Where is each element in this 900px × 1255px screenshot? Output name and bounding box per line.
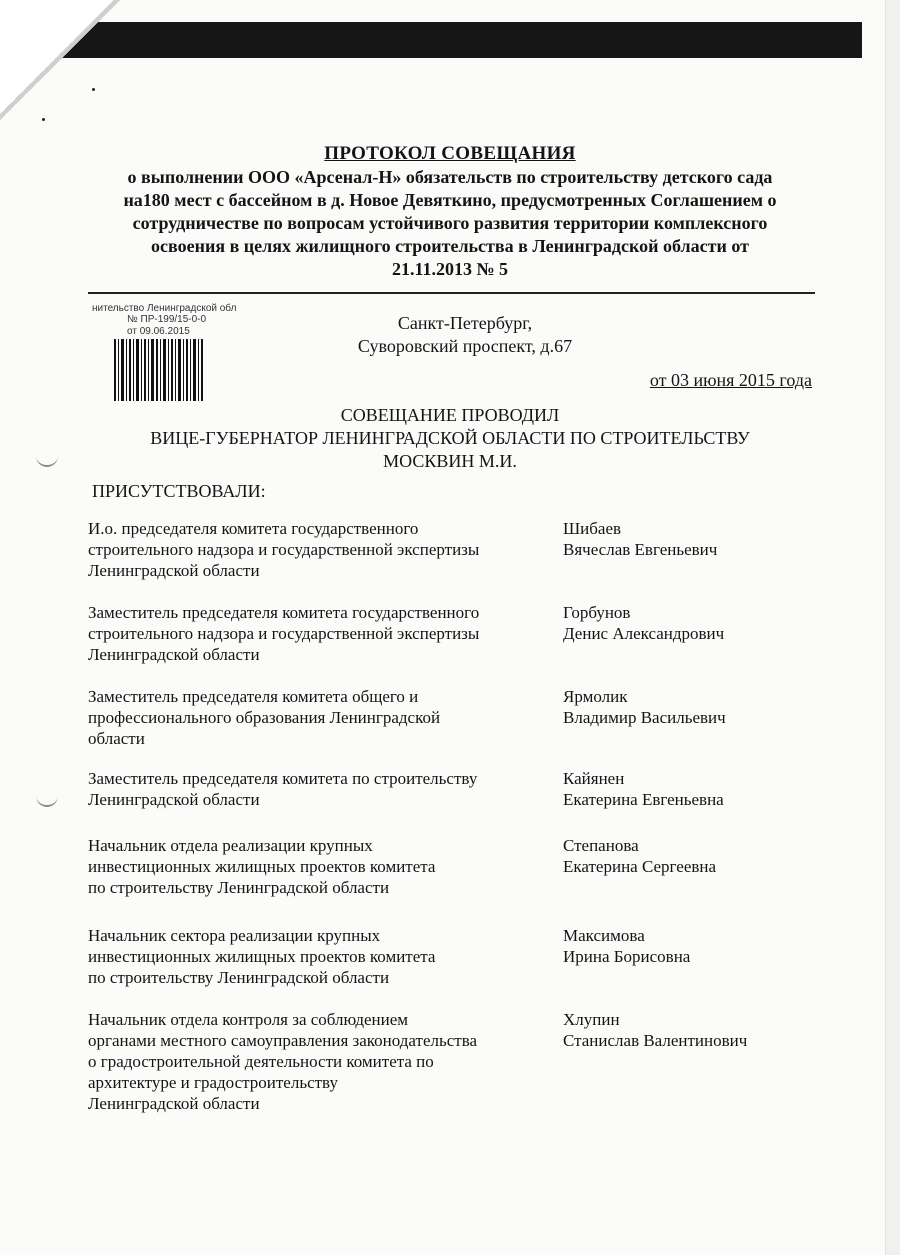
stamp-reg-date: от 09.06.2015 (127, 326, 190, 337)
position-line: строительного надзора и государственной экспертизы (88, 540, 480, 559)
punch-hole-mark (36, 455, 58, 467)
meeting-date: от 03 июня 2015 года (649, 370, 812, 390)
place-line: Суворовский проспект, д.67 (357, 336, 573, 356)
attendee-name (563, 686, 823, 728)
name-line: Екатерина Евгеньевна (563, 790, 724, 809)
position-line: Заместитель председателя комитета государственного (88, 603, 480, 622)
attendee-position (88, 925, 558, 988)
position-line: инвестиционных жилищных проектов комитета (88, 947, 436, 966)
registration-stamp (92, 303, 292, 405)
attendee-position (88, 518, 558, 581)
attendee-name (563, 835, 823, 877)
scan-speck (92, 88, 95, 91)
attendee-position (88, 768, 558, 810)
attendee-position (88, 686, 558, 749)
stamp-reg-number: № ПР-199/15-0-0 (127, 314, 207, 325)
header-rule (88, 292, 815, 294)
position-line: Начальник сектора реализации крупных (88, 926, 381, 945)
subtitle-line: 21.11.2013 № 5 (391, 259, 509, 279)
scan-right-edge (885, 0, 900, 1255)
position-line: по строительству Ленинградской области (88, 968, 390, 987)
name-line: Кайянен (563, 769, 625, 788)
name-line: Вячеслав Евгеньевич (563, 540, 718, 559)
present-label: ПРИСУТСТВОВАЛИ: (92, 481, 266, 501)
conducted-line: СОВЕЩАНИЕ ПРОВОДИЛ (340, 405, 560, 425)
conducted-by (80, 404, 820, 473)
position-line: И.о. председателя комитета государственного (88, 519, 419, 538)
attendee-position (88, 602, 558, 665)
position-line: Начальник отдела контроля за соблюдением (88, 1010, 409, 1029)
attendee-position (88, 835, 558, 898)
position-line: Ленинградской области (88, 645, 260, 664)
conducted-line: МОСКВИН М.И. (383, 451, 517, 471)
position-line: профессионального образования Ленинградской (88, 708, 441, 727)
name-line: Хлупин (563, 1010, 620, 1029)
subtitle-line: о выполнении ООО «Арсенал-Н» обязательств по строительству детского сада (127, 167, 773, 187)
name-line: Шибаев (563, 519, 622, 538)
position-line: Заместитель председателя комитета по строительству (88, 769, 478, 788)
position-line: органами местного самоуправления законодательства (88, 1031, 478, 1050)
position-line: строительного надзора и государственной экспертизы (88, 624, 480, 643)
name-line: Владимир Васильевич (563, 708, 726, 727)
scan-speck (42, 118, 45, 121)
conducted-line: ВИЦЕ-ГУБЕРНАТОР ЛЕНИНГРАДСКОЙ ОБЛАСТИ ПО СТРОИТЕЛЬСТВУ (150, 428, 750, 448)
attendee-name (563, 602, 823, 644)
attendee-position (88, 1009, 558, 1114)
subtitle-line: сотрудничестве по вопросам устойчивого развития территории комплексного (132, 213, 768, 233)
name-line: Максимова (563, 926, 645, 945)
scan-dark-edge (40, 22, 862, 58)
position-line: по строительству Ленинградской области (88, 878, 390, 897)
document-title: ПРОТОКОЛ СОВЕЩАНИЯ (324, 143, 576, 164)
subtitle-line: освоения в целях жилищного строительства в Ленинградской области от (151, 236, 749, 256)
position-line: Ленинградской области (88, 790, 260, 809)
attendee-name (563, 1009, 823, 1051)
name-line: Горбунов (563, 603, 631, 622)
meeting-place (330, 312, 600, 358)
stamp-line: нительство Ленинградской обл (92, 303, 237, 314)
barcode (114, 339, 206, 401)
position-line: Заместитель председателя комитета общего и (88, 687, 419, 706)
position-line: Ленинградской области (88, 561, 260, 580)
position-line: инвестиционных жилищных проектов комитета (88, 857, 436, 876)
attendee-name (563, 518, 823, 560)
attendee-name (563, 768, 823, 810)
place-line: Санкт-Петербург, (397, 313, 533, 333)
folded-corner (0, 0, 150, 150)
name-line: Ярмолик (563, 687, 628, 706)
subtitle-line: на180 мест с бассейном в д. Новое Девяткино, предусмотренных Соглашением о (123, 190, 777, 210)
position-line: Ленинградской области (88, 1094, 260, 1113)
position-line: архитектуре и градостроительству (88, 1073, 339, 1092)
name-line: Ирина Борисовна (563, 947, 691, 966)
document-title-block (70, 142, 830, 281)
document-subtitle (70, 166, 830, 281)
name-line: Денис Александрович (563, 624, 725, 643)
name-line: Екатерина Сергеевна (563, 857, 717, 876)
position-line: Начальник отдела реализации крупных (88, 836, 373, 855)
position-line: о градостроительной деятельности комитета по (88, 1052, 434, 1071)
punch-hole-mark (36, 795, 58, 807)
position-line: области (88, 729, 145, 748)
attendee-name (563, 925, 823, 967)
name-line: Степанова (563, 836, 639, 855)
name-line: Станислав Валентинович (563, 1031, 748, 1050)
